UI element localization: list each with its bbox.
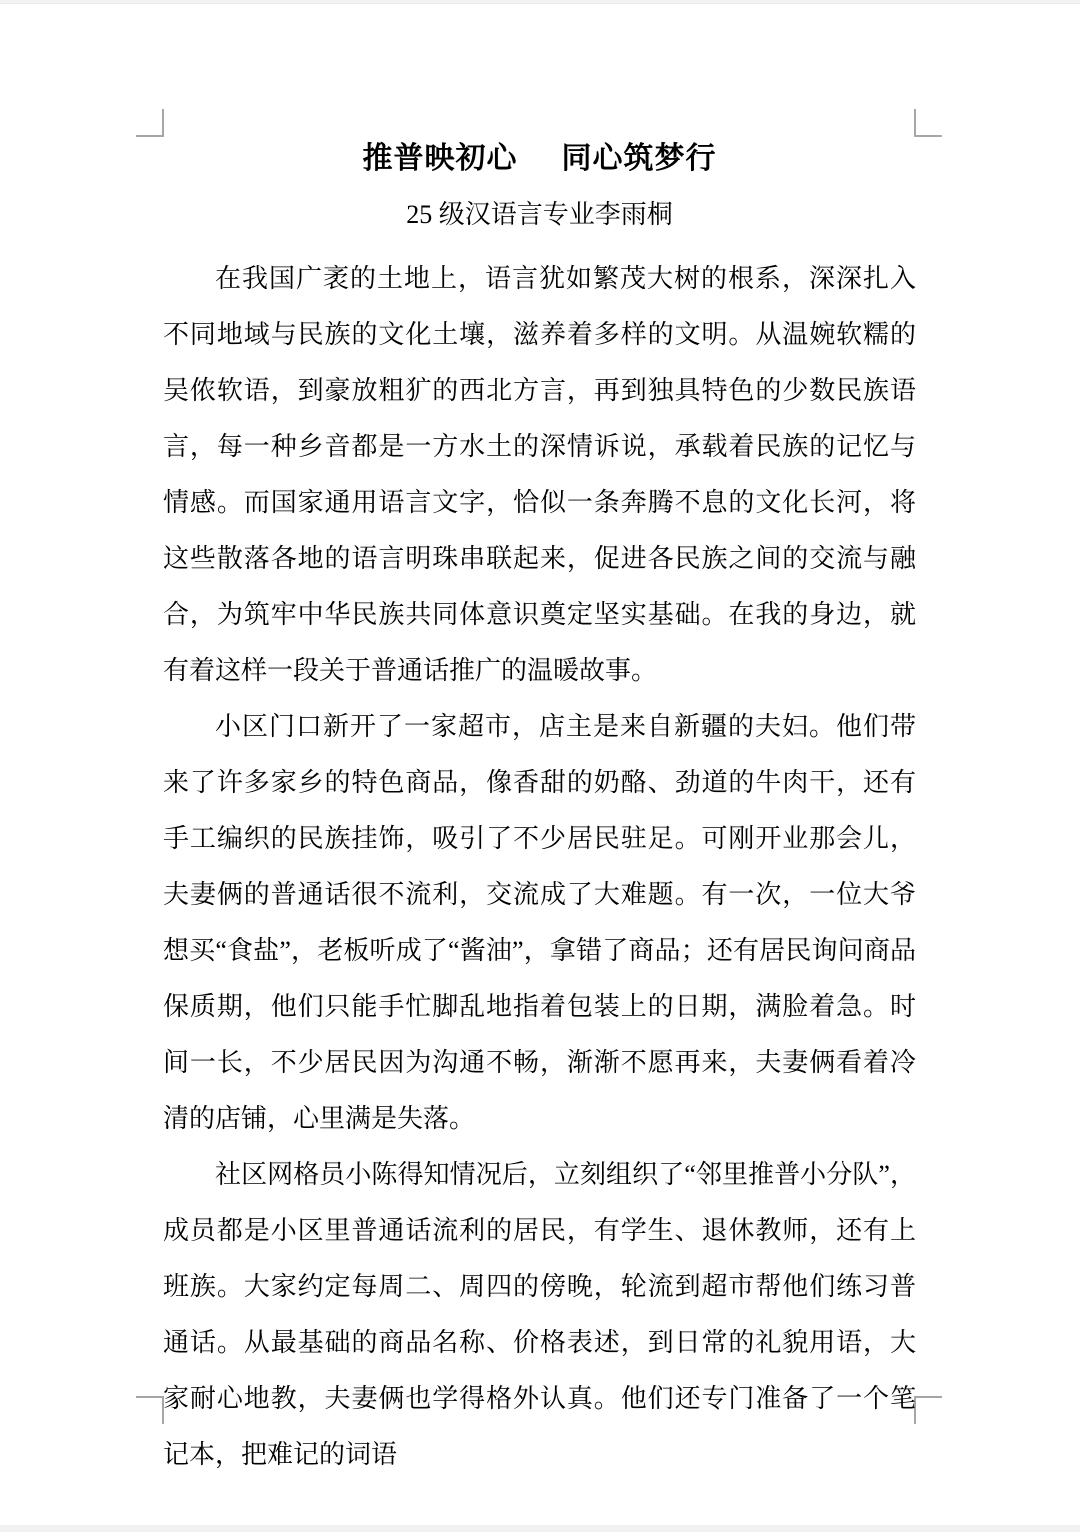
body-paragraph-2: 小区门口新开了一家超市，店主是来自新疆的夫妇。他们带来了许多家乡的特色商品，像香甜的奶酪、劲道的牛肉干，还有手工编织的民族挂饰，吸引了不少居民驻足。可刚开业那会儿，夫妻俩的普通话很不流利，交流成了大难题。有一次，一位大爷想买“食盐”，老板听成了“酱油”，拿错了商品；还有居民询问商品保质期，他们只能手忙脚乱地指着包装上的日期，满脸着急。时间一长，不少居民因为沟通不畅，渐渐不愿再来，夫妻俩看着冷清的店铺，心里满是失落。 — [163, 712, 916, 1133]
document-byline: 25 级汉语言专业李雨桐 — [406, 200, 673, 229]
document-body[interactable] — [163, 251, 916, 1483]
body-paragraph-1: 在我国广袤的土地上，语言犹如繁茂大树的根系，深深扎入不同地域与民族的文化土壤，滋养着多样的文明。从温婉软糯的吴侬软语，到豪放粗犷的西北方言，再到独具特色的少数民族语言，每一种乡音都是一方水土的深情诉说，承载着民族的记忆与情感。而国家通用语言文字，恰似一条奔腾不息的文化长河，将这些散落各地的语言明珠串联起来，促进各民族之间的交流与融合，为筑牢中华民族共同体意识奠定坚实基础。在我的身边，就有着这样一段关于普通话推广的温暖故事。 — [163, 264, 916, 685]
document-title-part2: 同心筑梦行 — [561, 142, 717, 175]
text-boundary-mark-bottom-right — [914, 1396, 942, 1424]
document-title-part1: 推普映初心 — [362, 142, 518, 175]
document-page[interactable] — [0, 5, 1080, 1525]
text-boundary-mark-bottom-left — [136, 1396, 164, 1424]
text-boundary-mark-top-right — [914, 109, 942, 137]
body-paragraph-3: 社区网格员小陈得知情况后，立刻组织了“邻里推普小分队”，成员都是小区里普通话流利的居民，有学生、退休教师，还有上班族。大家约定每周二、周四的傍晚，轮流到超市帮他们练习普通话。从最基础的商品名称、价格表述，到日常的礼貌用语，大家耐心地教，夫妻俩也学得格外认真。他们还专门准备了一个笔记本，把难记的词语 — [163, 1160, 916, 1469]
document-title — [163, 131, 916, 187]
text-area — [163, 131, 916, 1483]
window-top-edge — [0, 0, 1080, 4]
text-boundary-mark-top-left — [136, 109, 164, 137]
window-bottom-edge — [0, 1525, 1080, 1532]
